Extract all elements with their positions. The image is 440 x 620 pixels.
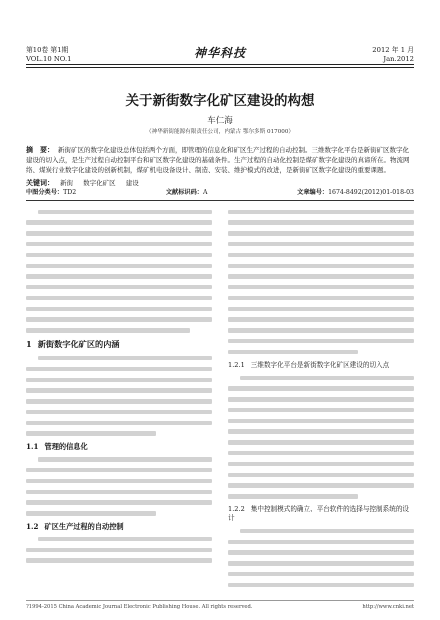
text-line: [228, 451, 414, 455]
text-line: [228, 386, 414, 390]
date-cn: 2012 年 1 月: [372, 46, 414, 54]
id-value: 1674-8492(2012)01-018-03: [328, 188, 414, 196]
header-rule-thin: [26, 67, 414, 68]
journal-logo: 神华科技: [193, 46, 247, 60]
text-line: [26, 307, 212, 311]
text-line: [26, 511, 156, 515]
subsection-title: 管理的信息化: [44, 442, 88, 452]
subsection-number: 1.2: [26, 521, 39, 531]
text-line: [240, 529, 414, 533]
text-line: [26, 378, 212, 382]
subsection-heading: [26, 522, 212, 531]
text-line: [228, 210, 414, 214]
text-line: [228, 242, 414, 246]
section-number: 1: [26, 338, 32, 349]
text-line: [26, 264, 212, 268]
abstract-label: 摘 要：: [26, 145, 54, 154]
body-column-left: [26, 210, 212, 594]
author-affiliation: （神华新街能源有限责任公司，内蒙古 鄂尔多斯 017000）: [146, 129, 294, 135]
text-line: [26, 500, 212, 504]
clc-label: 中图分类号：: [26, 188, 64, 196]
body-column-right: [228, 210, 414, 594]
publisher-url: http://www.cnki.net: [362, 604, 414, 610]
page-footer: [26, 604, 414, 611]
body-columns: [26, 210, 414, 594]
volume-info: [26, 46, 71, 63]
text-line: [26, 328, 190, 332]
header-rule-thick: [26, 64, 414, 65]
text-line: [228, 462, 414, 466]
id-label: 文章编号：: [297, 188, 329, 196]
subsubsection-title: 三维数字化平台是新街数字化矿区建设的切入点: [250, 360, 390, 369]
text-line: [38, 210, 212, 214]
subsection-title: 矿区生产过程的自动控制: [44, 521, 124, 531]
copyright-notice: ?1994-2015 China Academic Journal Electronic Publishing House. All rights reserved.: [26, 604, 253, 610]
text-line: [38, 356, 212, 360]
text-line: [26, 468, 212, 472]
section-heading: [26, 339, 212, 349]
subsection-number: 1.1: [26, 442, 39, 452]
clc-number: [26, 188, 76, 197]
text-line: [228, 285, 414, 289]
text-line: [228, 561, 414, 565]
text-line: [38, 537, 212, 541]
text-line: [26, 410, 212, 414]
text-line: [228, 550, 414, 554]
text-line: [228, 296, 414, 300]
text-line: [26, 296, 212, 300]
text-line: [26, 317, 212, 321]
text-line: [26, 388, 212, 392]
keywords: [26, 178, 414, 188]
text-line: [26, 220, 212, 224]
text-line: [228, 231, 414, 235]
text-line: [228, 317, 414, 321]
text-line: [26, 548, 212, 552]
text-line: [240, 376, 414, 380]
text-line: [228, 328, 414, 332]
text-line: [26, 421, 212, 425]
section-title: 新街数字化矿区的内涵: [37, 338, 120, 349]
text-line: [228, 483, 414, 487]
text-line: [26, 399, 212, 403]
text-line: [228, 540, 414, 544]
text-line: [26, 431, 156, 435]
keyword-item: 数字化矿区: [83, 178, 116, 187]
text-line: [26, 367, 212, 371]
article-author: 车仁海: [207, 116, 233, 126]
text-line: [228, 307, 414, 311]
volume-cn: 第10卷 第1期: [26, 46, 69, 54]
article-id: [297, 188, 414, 197]
text-line: [228, 429, 414, 433]
abstract-text: 新街矿区的数字化建设总体包括两个方面，即管理的信息化和矿区生产过程的自动控制。三维数字化平台是新街矿区数字化建设的切入点，是生产过程自动控制平台和矿区数字化建设的基础条件。生产过程的自动化控制是煤矿数字化建设的真谛所在。物流网络、煤炭行业数字化建设的创新机制，煤矿机电设备设计、制造、安装、维护模式的改进，是新街矿区数字化建设的重要课题。: [26, 146, 410, 175]
clc-value: TD2: [63, 188, 77, 196]
text-line: [26, 253, 212, 257]
keywords-label: 关键词：: [26, 177, 54, 187]
subsubsection-number: 1.2.2: [228, 504, 245, 513]
text-line: [26, 274, 212, 278]
issue-date: [372, 46, 414, 63]
text-line: [26, 242, 212, 246]
text-line: [228, 397, 414, 401]
document-code: [166, 188, 208, 197]
text-line: [26, 558, 212, 562]
doc-label: 文献标识码：: [165, 188, 203, 196]
text-line: [228, 220, 414, 224]
text-line: [228, 339, 414, 343]
article-title: 关于新街数字化矿区建设的构想: [125, 93, 315, 109]
text-line: [228, 350, 358, 354]
date-en: Jan.2012: [383, 54, 414, 63]
subsubsection-heading: [228, 361, 414, 370]
footer-rule: [26, 600, 414, 601]
text-line: [228, 494, 358, 498]
subsubsection-heading: [228, 505, 414, 523]
text-line: [38, 457, 212, 461]
keyword-item: 新街: [60, 178, 74, 187]
text-line: [228, 419, 414, 423]
keyword-item: 建设: [125, 178, 139, 187]
text-line: [228, 583, 414, 587]
volume-en: VOL.10 NO.1: [26, 54, 72, 63]
abstract-divider: [26, 200, 414, 201]
classification-line: [26, 188, 414, 197]
text-line: [26, 231, 212, 235]
text-line: [228, 440, 414, 444]
text-line: [26, 479, 212, 483]
text-line: [228, 572, 414, 576]
text-line: [26, 285, 212, 289]
text-line: [228, 473, 414, 477]
journal-header: [26, 0, 414, 66]
text-line: [228, 264, 414, 268]
text-line: [26, 490, 212, 494]
subsubsection-title: 集中控制模式的确立、平台软件的选择与控制系统的设计: [228, 504, 410, 522]
subsubsection-number: 1.2.1: [228, 360, 245, 369]
subsection-heading: [26, 442, 212, 451]
text-line: [228, 274, 414, 278]
text-line: [228, 408, 414, 412]
text-line: [228, 253, 414, 257]
doc-value: A: [202, 188, 208, 196]
abstract: [26, 145, 414, 176]
